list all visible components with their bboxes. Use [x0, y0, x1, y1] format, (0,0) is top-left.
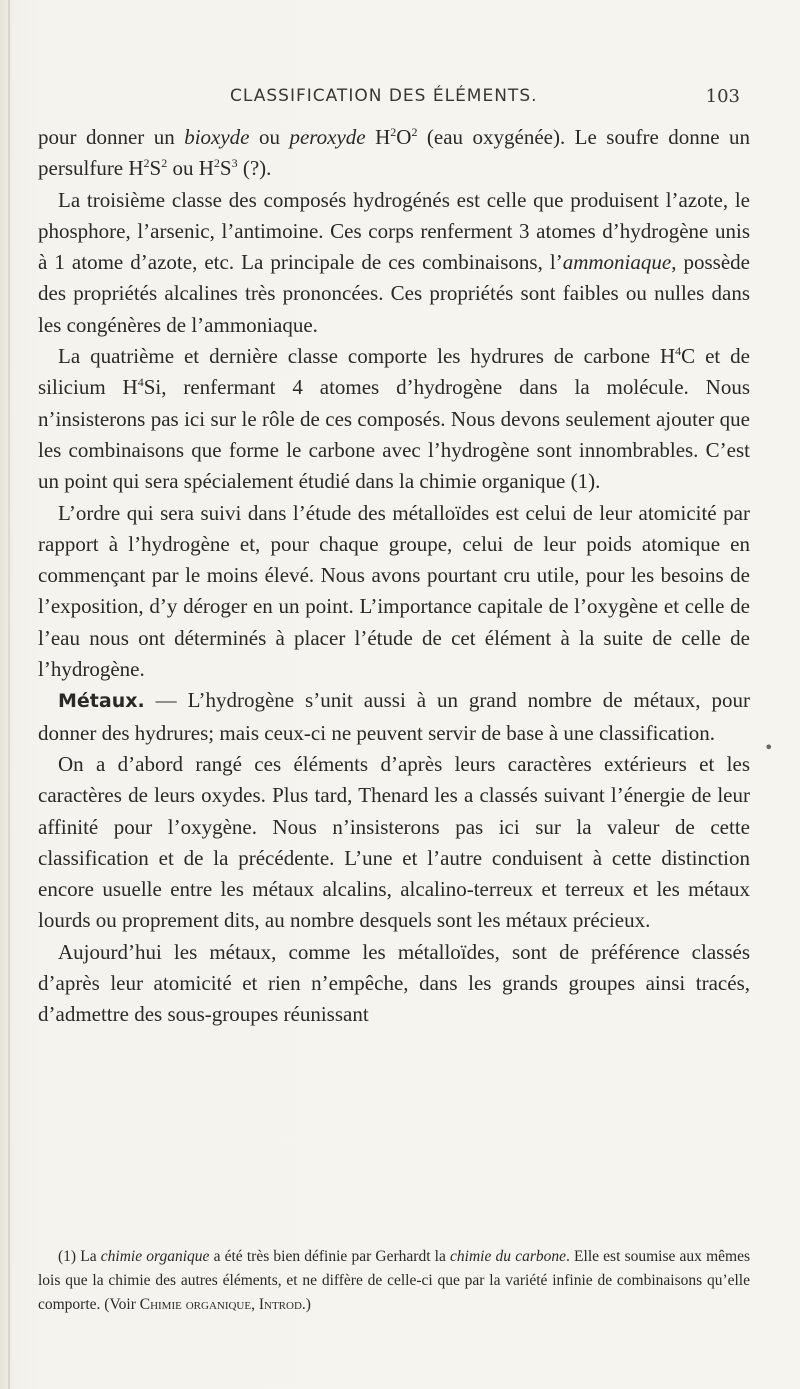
- text-run: 2: [161, 156, 168, 171]
- paragraph: [38, 685, 750, 749]
- text-run: ): [305, 1296, 311, 1313]
- paragraph: [38, 341, 750, 497]
- text-run: S: [219, 156, 232, 181]
- text-run: 2: [411, 125, 418, 139]
- text-run: , possède des propriétés alcalines très prononcées. Ces propriétés sont faibles ou nulles dans les congénères de l’ammoniaque.: [38, 250, 750, 337]
- paragraph: [38, 122, 750, 185]
- text-run: C et de silicium H: [38, 344, 751, 400]
- text-run: bioxyde: [184, 125, 250, 149]
- text-run: Si, renfermant 4 atomes d’hydrogène dans la molécule. Nous n’insisterons pas ici sur le rôle de ces composés. Nous devons seulement ajouter que les combinaisons que forme le carbone avec l’hydrogène sont innombrables. C’est un point qui sera spécialement étudié dans la chimie organique (1).: [38, 375, 750, 494]
- running-title: CLASSIFICATION DES ÉLÉMENTS.: [230, 86, 538, 106]
- text-run: ammoniaque: [562, 250, 672, 275]
- paragraph: [38, 749, 750, 937]
- running-header: [200, 86, 740, 116]
- text-run: 2: [390, 125, 397, 139]
- paragraph: [38, 937, 750, 1031]
- paragraph: [38, 498, 750, 686]
- text-run: S: [149, 156, 162, 181]
- page-gutter: [8, 0, 10, 1389]
- text-run: ou H: [167, 156, 214, 181]
- text-run: 3: [231, 156, 238, 171]
- text-run: 4: [675, 344, 682, 359]
- text-run: a été très bien définie par Gerhardt la: [209, 1248, 451, 1265]
- text-run: Chimie organique, Introd.: [139, 1296, 306, 1313]
- text-run: Aujourd’hui les métaux, comme les métalloïdes, sont de préférence classés d’après leur atomicité et rien n’empêche, dans les grands groupes ainsi tracés, d’admettre des sous-groupes réunissant: [38, 939, 750, 1027]
- text-run: O: [396, 125, 412, 149]
- text-run: L’ordre qui sera suivi dans l’étude des métalloïdes est celui de leur atomicité par rapport à l’hydrogène et, pour chaque groupe, celui de leur poids atomique en commençant par le moins élevé. Nous avons pourtant cru utile, pour les besoins de l’exposition, d’y déroger en un point. L’importance capitale de l’oxygène et celle de l’eau nous ont déterminés à placer l’étude de cet élément à la suite de celle de l’hydrogène.: [38, 500, 750, 682]
- text-run: . Elle est soumise aux mêmes lois que la chimie des autres éléments, et ne diffère de celle-ci que par la variété infinie de combinaisons qu’elle comporte. (Voir: [38, 1248, 750, 1313]
- text-run: (1) La: [58, 1248, 101, 1265]
- text-run: pour donner un: [38, 125, 185, 149]
- paragraph: [38, 185, 750, 341]
- text-run: (?).: [237, 156, 272, 181]
- text-run: chimie organique: [100, 1248, 210, 1265]
- text-run: On a d’abord rangé ces éléments d’après leurs caractères extérieurs et les caractères de leurs oxydes. Plus tard, Thenard les a classés suivant l’énergie de leur affinité pour l’oxygène. Nous n’insisterons pas ici sur la valeur de cette classification et de la précédente. L’une et l’autre conduisent à cette distinction encore usuelle entre les métaux alcalins, alcalino-terreux et terreux et les métaux lourds ou proprement dits, au nombre desquels sont les métaux précieux.: [38, 751, 750, 933]
- text-run: La troisième classe des composés hydrogénés est celle que produisent l’azote, le phosphore, l’arsenic, l’antimoine. Ces corps renferment 3 atomes d’hydrogène unis à 1 atome d’azote, etc. La principale de ces combinaisons, l’: [38, 187, 750, 275]
- footnote: [38, 1245, 750, 1317]
- text-run: H: [365, 125, 391, 149]
- text-run: 2: [143, 156, 150, 171]
- text-run: ou: [249, 125, 290, 149]
- text-run: (eau oxygénée). Le soufre donne un persulfure H: [38, 125, 751, 181]
- body-text: [38, 122, 750, 1031]
- text-run: 4: [137, 375, 144, 390]
- text-run: La quatrième et dernière classe comporte les hydrures de carbone H: [58, 344, 676, 369]
- page-number: 103: [705, 86, 740, 107]
- section-heading: Métaux.: [58, 690, 145, 713]
- text-run: — L’hydrogène s’unit aussi à un grand nombre de métaux, pour donner des hydrures; mais ceux-ci ne peuvent servir de base à une classification.: [38, 688, 750, 745]
- text-run: 2: [213, 156, 220, 171]
- text-run: chimie du carbone: [450, 1248, 566, 1265]
- text-run: peroxyde: [289, 125, 366, 149]
- margin-mark: •: [764, 738, 774, 757]
